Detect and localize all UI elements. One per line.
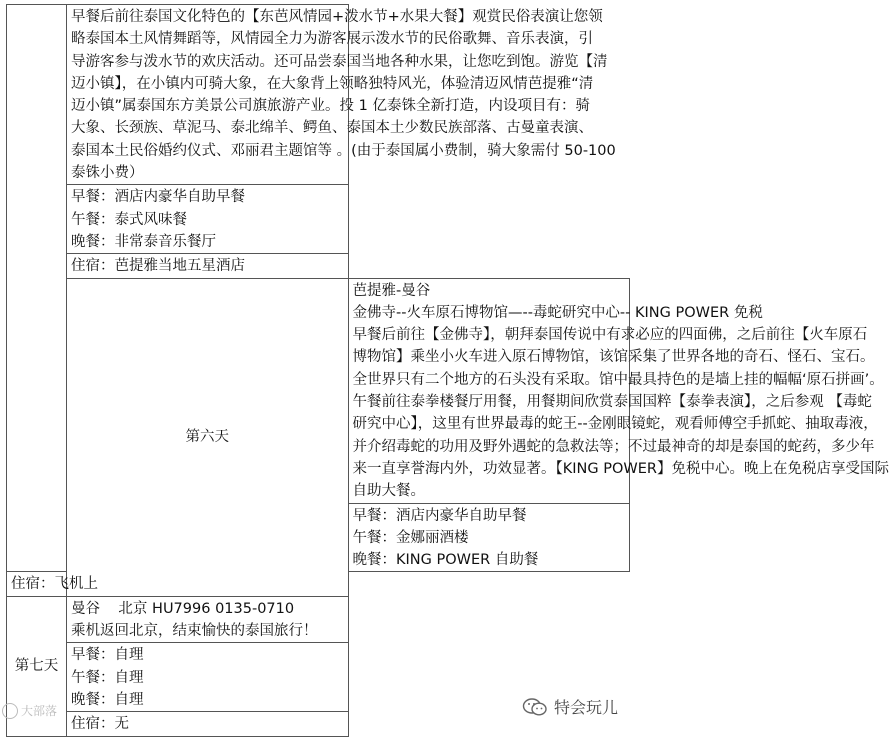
desc-line: 博物馆】乘坐小火车进入原石博物馆，该馆采集了世界各地的奇石、怪石、宝石。 — [352, 349, 875, 366]
route-text: 曼谷 北京 HU7996 0135-0710 — [71, 600, 295, 617]
day5-meals-row — [7, 185, 630, 254]
day5-description — [67, 5, 616, 185]
desc-line: 大象、长颈族、草泥马、泰北绵羊、鳄鱼、泰国本土少数民族部落、古曼童表演、 — [71, 120, 593, 137]
day7-meals — [67, 643, 349, 712]
breakfast-text: 早餐：自理 — [71, 647, 144, 664]
desc-line: 午餐前往泰拳楼餐厅用餐，用餐期间欣赏泰国国粹【泰拳表演】，之后参观 【毒蛇 — [352, 394, 872, 411]
dinner-text: 晚餐：非常泰音乐餐厅 — [71, 233, 216, 250]
desc-line: 来一直享誉海内外，功效显著。【KING POWER】免税中心。晚上在免税店享受国际 — [352, 460, 889, 477]
breakfast-text: 早餐：酒店内豪华自助早餐 — [71, 189, 245, 206]
dinner-text: 晚餐：自理 — [71, 691, 144, 708]
day7-lodging: 住宿：无 — [67, 712, 349, 736]
route-text: 芭提雅-曼谷 — [352, 282, 431, 299]
day5-meals — [67, 185, 349, 254]
wechat-icon — [522, 697, 548, 717]
day5-desc-row — [7, 5, 630, 185]
watermark-right: 特会玩儿 — [522, 695, 618, 718]
day6-description — [348, 278, 889, 503]
desc-line: 并介绍毒蛇的功用及野外遇蛇的急救法等；不过最神奇的却是泰国的蛇药，多少年 — [352, 438, 875, 455]
desc-line: 迈小镇】，在小镇内可骑大象，在大象背上领略独特风光，体验清迈风情芭提雅“清 — [71, 75, 594, 92]
desc-line: 自助大餐。 — [352, 483, 425, 500]
desc-line: 迈小镇”属泰国东方美景公司旗旅游产业。投 1 亿泰铢全新打造，内设项目有：骑 — [71, 98, 590, 115]
breakfast-text: 早餐：酒店内豪华自助早餐 — [352, 507, 527, 524]
dinner-text: 晚餐：KING POWER 自助餐 — [352, 552, 539, 569]
desc-line: 略泰国本土风情舞蹈等，风情园全力为游客展示泼水节的民俗歌舞、音乐表演，引 — [71, 31, 593, 48]
day5-lodging: 住宿：芭提雅当地五星酒店 — [67, 254, 349, 278]
stops-text: 金佛寺--火车原石博物馆—--毒蛇研究中心-- KING POWER 免税 — [352, 304, 763, 321]
desc-line: 全世界只有二个地方的石头没有采取。馆中最具持色的是墙上挂的幅幅‘原石拼画’。 — [352, 371, 884, 388]
lunch-text: 午餐：金娜丽酒楼 — [352, 529, 469, 546]
desc-line: 泰国本土民俗婚约仪式、邓丽君主题馆等 。(由于泰国属小费制，骑大象需付 50-100 — [71, 142, 616, 159]
day7-desc-row — [7, 596, 630, 643]
day5-label-cell — [7, 5, 67, 572]
watermark-logo-icon — [2, 703, 18, 719]
day6-desc-row — [7, 278, 630, 503]
day6-meals — [348, 503, 630, 572]
desc-line: 泰铢小费） — [71, 165, 144, 182]
day7-label: 第七天 — [7, 596, 67, 736]
desc-line: 导游客参与泼水节的欢庆活动。还可品尝泰国当地各种水果，让您吃到饱。游览【清 — [71, 53, 608, 70]
day5-lodging-row — [7, 254, 630, 278]
itinerary-table — [6, 4, 889, 737]
desc-line: 研究中心】，这里有世界最毒的蛇王--金刚眼镜蛇，观看师傅空手抓蛇、抽取毒液， — [352, 416, 878, 433]
desc-line: 早餐后前往泰国文化特色的【东芭风情园+泼水节+水果大餐】观赏民俗表演让您领 — [71, 9, 603, 25]
day6-label: 第六天 — [67, 278, 349, 596]
watermark-left: 大部落 — [2, 702, 57, 719]
day6-lodging: 住宿：飞机上 — [7, 572, 67, 596]
desc-line: 早餐后前往【金佛寺】，朝拜泰国传说中有求必应的四面佛，之后前往【火车原石 — [352, 327, 868, 344]
desc-line: 乘机返回北京，结束愉快的泰国旅行！ — [71, 623, 318, 640]
day7-description — [67, 596, 349, 643]
lunch-text: 午餐：自理 — [71, 669, 144, 686]
lunch-text: 午餐：泰式风味餐 — [71, 211, 187, 228]
